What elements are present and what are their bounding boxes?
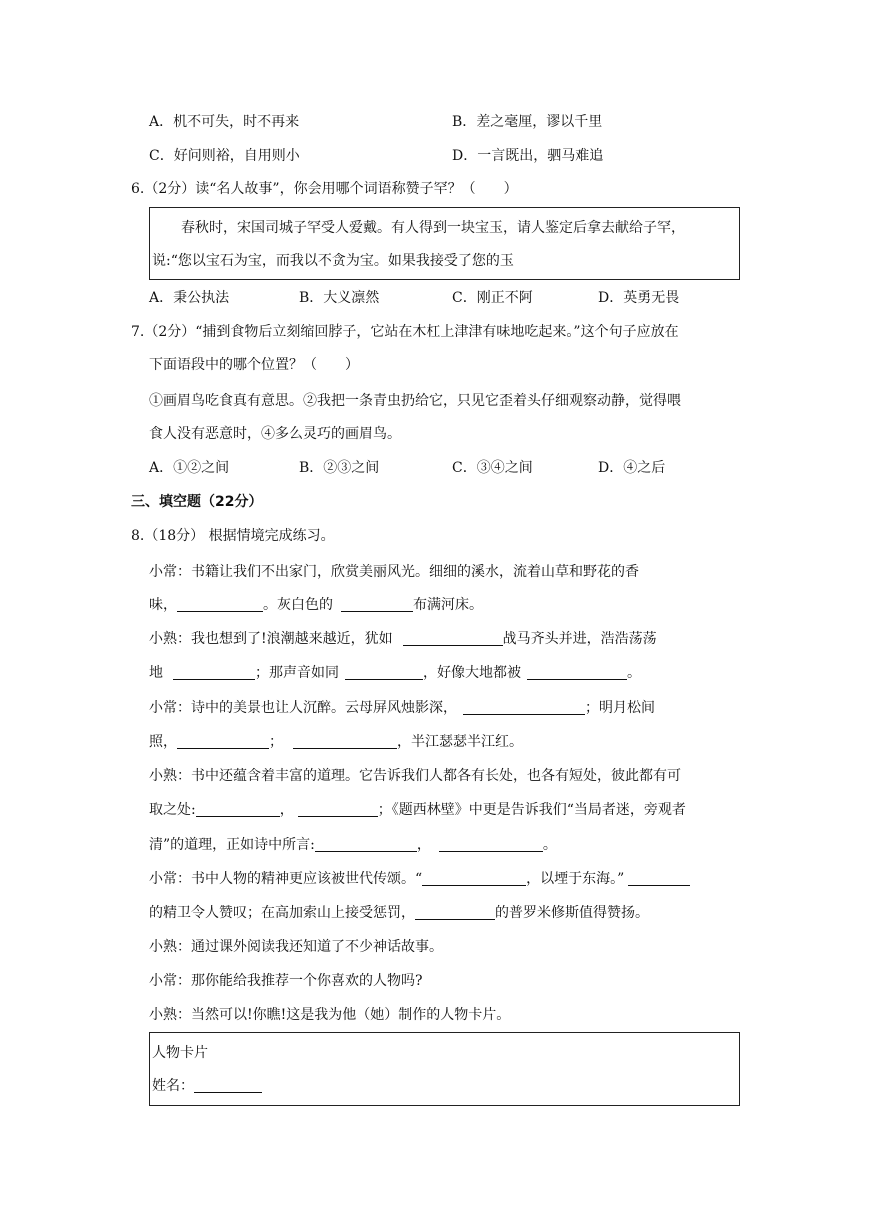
answer-blank[interactable] — [422, 871, 526, 886]
answer-blank[interactable] — [177, 597, 263, 612]
q6-option-c: C．刚正不阿 — [452, 290, 533, 306]
q5-option-a: A．机不可失，时不再来 — [149, 114, 300, 130]
q8-line-5 — [149, 698, 655, 718]
q5-option-c: C．好问则裕，自用则小 — [149, 148, 300, 164]
q7-stem-line-2: 下面语段中的哪个位置？（ ） — [149, 357, 359, 373]
q5-option-b: B．差之毫厘，谬以千里 — [452, 114, 603, 130]
q8-line-9-text-b: ， — [416, 837, 431, 853]
q8-line-4-text-a: 地 — [149, 665, 163, 681]
q7-option-a: A．①②之间 — [149, 460, 230, 476]
q6-story-line-2: 说:“您以宝石为宝，而我以不贪为宝。如果我接受了您的玉 — [152, 253, 514, 269]
q8-line-6-text-c: ，半江瑟瑟半江红。 — [397, 734, 523, 750]
q6-option-a: A．秉公执法 — [149, 290, 230, 306]
q7-option-c: C．③④之间 — [452, 460, 533, 476]
q8-line-5-text-b: ；明月松间 — [585, 700, 655, 716]
q8-line-6-text-b: ； — [269, 734, 283, 750]
q8-line-10-text-b: ，以堙于东海。” — [526, 871, 625, 887]
q8-line-4 — [149, 663, 641, 683]
q6-story-line-1: 春秋时，宋国司城子罕受人爱戴。有人得到一块宝玉，请人鉴定后拿去献给子罕， — [181, 220, 685, 236]
q8-line-2-text-a: 味， — [149, 597, 177, 613]
q8-line-13: 小常：那你能给我推荐一个你喜欢的人物吗? — [149, 973, 423, 989]
answer-blank[interactable] — [293, 734, 397, 749]
answer-blank[interactable] — [345, 665, 423, 680]
character-card-name-label: 姓名： — [152, 1078, 194, 1094]
q5-option-d: D．一言既出，驷马难追 — [452, 148, 604, 164]
q7-stem-line-1: 7.（2分）“捕到食物后立刻缩回脖子，它站在木杠上津津有味地吃起来。”这个句子应放在 — [131, 324, 679, 340]
answer-blank[interactable] — [439, 837, 543, 852]
q8-line-6 — [149, 732, 523, 752]
answer-blank[interactable] — [341, 597, 413, 612]
q8-line-1: 小常：书籍让我们不出家门，欣赏美丽风光。细细的溪水，流着山草和野花的香 — [149, 564, 639, 580]
q8-line-14: 小熟：当然可以!你瞧!这是我为他（她）制作的人物卡片。 — [149, 1007, 511, 1023]
q8-line-9-text-a: 清”的道理，正如诗中所言: — [149, 837, 315, 853]
q8-line-8 — [149, 800, 686, 820]
character-card-name-row — [152, 1076, 262, 1096]
answer-blank[interactable] — [628, 871, 690, 886]
q7-option-d: D．④之后 — [598, 460, 666, 476]
q8-line-8-text-c: ；《题西林壁》中更是告诉我们“当局者迷，旁观者 — [377, 802, 686, 818]
q8-line-3-text-a: 小熟：我也想到了!浪潮越来越近，犹如 — [149, 631, 393, 647]
q8-line-4-text-c: ，好像大地都被 — [423, 665, 521, 681]
q8-line-11-text-b: 的普罗米修斯值得赞扬。 — [495, 905, 649, 921]
q8-line-5-text-a: 小常：诗中的美景也让人沉醉。云母屏风烛影深， — [149, 700, 457, 716]
q8-line-3-text-b: 战马齐头并进，浩浩荡荡 — [502, 631, 657, 647]
q8-line-6-text-a: 照， — [149, 734, 177, 750]
q8-line-8-text-b: ， — [279, 802, 294, 818]
q8-line-3 — [149, 629, 657, 649]
q8-line-10 — [149, 869, 690, 889]
answer-blank[interactable] — [415, 905, 495, 920]
answer-blank[interactable] — [196, 802, 280, 817]
q8-line-2-text-c: 布满河床。 — [413, 597, 483, 613]
q8-line-2 — [149, 595, 483, 615]
answer-blank[interactable] — [527, 665, 627, 680]
q8-line-11 — [149, 903, 649, 923]
q6-option-d: D．英勇无畏 — [598, 290, 680, 306]
answer-blank[interactable] — [177, 734, 269, 749]
section-title-fill-in: 三、填空题（22分） — [131, 494, 263, 510]
q6-stem: 6.（2分）读“名人故事”，你会用哪个词语称赞子罕？（ ） — [131, 181, 518, 197]
q8-line-12: 小熟：通过课外阅读我还知道了不少神话故事。 — [149, 939, 443, 955]
q6-option-b: B．大义凛然 — [299, 290, 380, 306]
q8-line-2-text-b: 。灰白色的 — [263, 597, 333, 613]
character-card-title: 人物卡片 — [152, 1045, 208, 1061]
answer-blank[interactable] — [173, 665, 255, 680]
q8-line-10-text-a: 小常：书中人物的精神更应该被世代传颂。“ — [149, 871, 423, 887]
q8-line-9 — [149, 835, 557, 855]
answer-blank[interactable] — [298, 802, 378, 817]
q7-option-b: B．②③之间 — [299, 460, 380, 476]
answer-blank[interactable] — [403, 631, 503, 646]
q7-paragraph-line-1: ①画眉鸟吃食真有意思。②我把一条青虫扔给它，只见它歪着头仔细观察动静，觉得喂 — [149, 393, 681, 409]
answer-blank[interactable] — [315, 837, 417, 852]
q7-paragraph-line-2: 食人没有恶意时，④多么灵巧的画眉鸟。 — [149, 426, 401, 442]
q8-line-4-text-d: 。 — [627, 665, 641, 681]
answer-blank[interactable] — [463, 700, 585, 715]
q8-line-9-text-c: 。 — [542, 837, 557, 853]
q8-line-7: 小熟：书中还蕴含着丰富的道理。它告诉我们人都各有长处，也各有短处，彼此都有可 — [149, 768, 681, 784]
q8-stem: 8.（18分） 根据情境完成练习。 — [131, 528, 335, 544]
q8-line-8-text-a: 取之处: — [149, 802, 196, 818]
name-answer-blank[interactable] — [194, 1078, 262, 1093]
q8-line-4-text-b: ；那声音如同 — [255, 665, 339, 681]
q8-line-11-text-a: 的精卫令人赞叹；在高加索山上接受惩罚， — [149, 905, 415, 921]
